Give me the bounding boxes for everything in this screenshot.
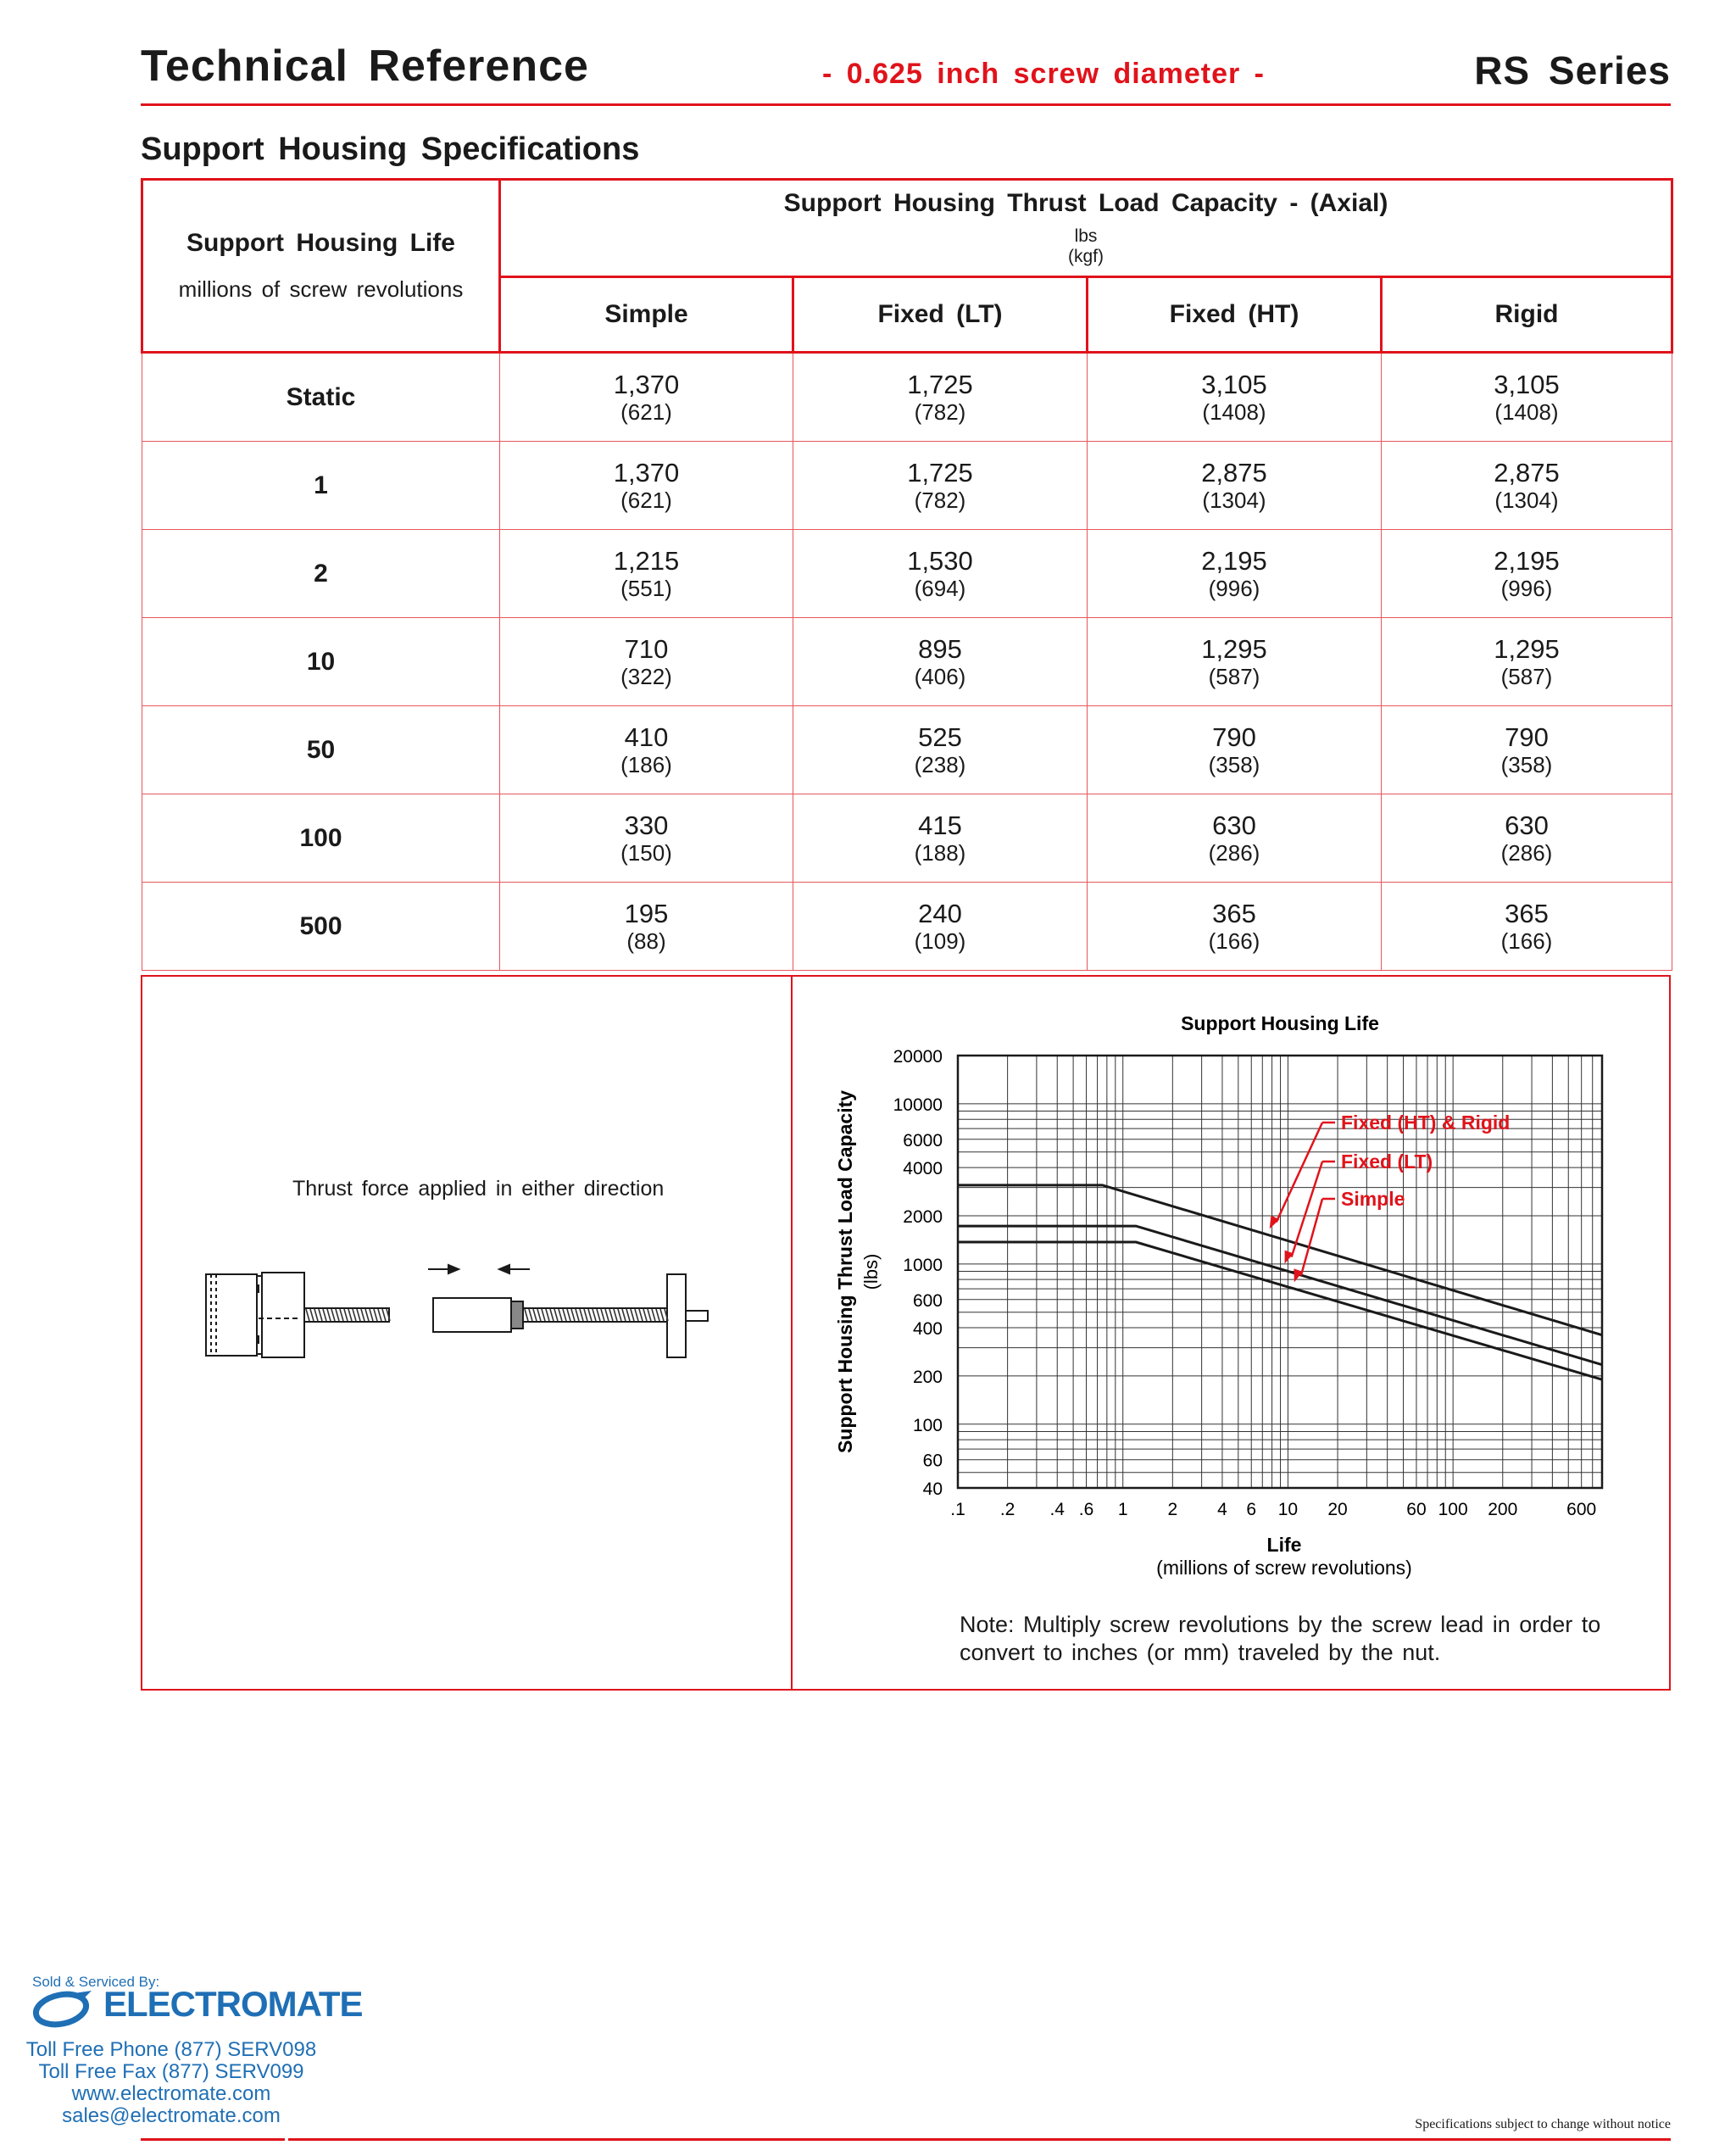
thread-mark — [542, 1309, 545, 1321]
series-label: Fixed (LT) — [1341, 1150, 1433, 1173]
table-cell — [1088, 530, 1382, 618]
row-label: 10 — [142, 618, 500, 706]
table-row — [142, 706, 1672, 794]
cell-lbs-value: 410 — [624, 722, 669, 752]
life-header-cell — [142, 180, 500, 353]
cell-lbs-value: 790 — [1505, 722, 1549, 752]
page-subtitle: - 0.625 inch screw diameter - — [822, 58, 1265, 90]
thread-mark — [546, 1309, 549, 1321]
table-cell — [1088, 442, 1382, 530]
cell-lbs-value: 1,295 — [1201, 633, 1267, 664]
cell-kgf-value: (1408) — [1202, 398, 1266, 425]
thread-mark — [643, 1309, 647, 1321]
thrust-arrowhead-right — [448, 1265, 459, 1273]
table-cell — [500, 794, 793, 883]
table-cell — [793, 530, 1088, 618]
thread-mark — [580, 1309, 583, 1321]
thread-mark — [370, 1309, 373, 1321]
table-cell — [1088, 353, 1382, 442]
table-cell — [500, 883, 793, 971]
table-row — [142, 794, 1672, 883]
x-tick-label: .4 — [1049, 1500, 1065, 1519]
y-tick-label: 60 — [922, 1451, 943, 1471]
x-tick-label: 200 — [1488, 1500, 1518, 1519]
thread-mark — [593, 1309, 596, 1321]
x-tick-label: 60 — [1406, 1500, 1427, 1519]
cell-kgf-value: (782) — [914, 398, 966, 425]
nut-body — [433, 1298, 511, 1332]
header-rule — [141, 103, 1671, 106]
cell-kgf-value: (587) — [1500, 663, 1553, 689]
x-tick-label: 2 — [1167, 1500, 1178, 1519]
capacity-header-cell — [500, 180, 1672, 277]
cell-lbs-value: 2,195 — [1494, 545, 1560, 576]
y-tick-label: 40 — [922, 1479, 943, 1499]
thrust-arrowhead-left — [499, 1265, 509, 1273]
series-label: Fixed (HT) & Rigid — [1341, 1112, 1511, 1134]
electromate-logo-icon — [31, 1987, 98, 2030]
section-title: Support Housing Specifications — [141, 131, 640, 167]
table-cell — [500, 706, 793, 794]
table-cell — [1382, 530, 1672, 618]
thread-mark — [567, 1309, 570, 1321]
x-axis-label: Life — [1266, 1534, 1302, 1556]
y-tick-label: 600 — [912, 1290, 943, 1311]
y-tick-label: 400 — [912, 1319, 943, 1340]
annotation-leader — [1292, 1162, 1322, 1257]
thread-mark — [533, 1309, 537, 1321]
row-label: 1 — [142, 442, 500, 530]
cell-lbs-value: 365 — [1505, 898, 1549, 928]
unit-kgf: (kgf) — [1068, 247, 1104, 266]
thread-mark — [571, 1309, 575, 1321]
y-tick-label: 1000 — [903, 1255, 943, 1275]
y-tick-label: 2000 — [903, 1206, 943, 1227]
thread-mark — [563, 1309, 566, 1321]
thread-mark — [618, 1309, 621, 1321]
thread-mark — [361, 1309, 364, 1321]
cell-kgf-value: (782) — [914, 487, 966, 513]
x-tick-label: 100 — [1438, 1500, 1468, 1519]
thread-mark — [597, 1309, 600, 1321]
cell-lbs-value: 2,875 — [1494, 457, 1560, 488]
footer-email[interactable]: sales@electromate.com — [62, 2104, 281, 2127]
thread-mark — [601, 1309, 604, 1321]
row-label: 100 — [142, 794, 500, 883]
cell-kgf-value: (1408) — [1494, 398, 1559, 425]
thread-mark — [525, 1309, 528, 1321]
cell-kgf-value: (1304) — [1494, 487, 1559, 513]
table-row — [142, 618, 1672, 706]
cell-lbs-value: 195 — [624, 898, 669, 928]
cell-kgf-value: (621) — [620, 487, 672, 513]
cell-kgf-value: (238) — [914, 751, 966, 777]
table-cell — [793, 706, 1088, 794]
x-tick-label: 600 — [1566, 1500, 1597, 1519]
cell-lbs-value: 330 — [624, 810, 669, 840]
table-cell — [793, 794, 1088, 883]
thread-mark — [656, 1309, 659, 1321]
nut-seal — [511, 1301, 523, 1329]
row-label: Static — [142, 353, 500, 442]
thread-mark — [365, 1309, 369, 1321]
series-line-fixed-lt — [958, 1226, 1602, 1365]
x-tick-label: 6 — [1246, 1500, 1257, 1519]
cell-lbs-value: 3,105 — [1494, 369, 1560, 399]
cell-kgf-value: (166) — [1500, 928, 1553, 954]
thread-mark — [588, 1309, 592, 1321]
capacity-header: Support Housing Thrust Load Capacity - (Axial) — [783, 189, 1388, 217]
table-cell — [500, 442, 793, 530]
col-head-fixed-ht: Fixed (HT) — [1088, 277, 1382, 353]
table-cell — [500, 353, 793, 442]
cell-kgf-value: (621) — [620, 398, 672, 425]
thread-mark — [626, 1309, 630, 1321]
y-tick-label: 100 — [912, 1415, 943, 1435]
cell-kgf-value: (358) — [1208, 751, 1260, 777]
cell-kgf-value: (109) — [914, 928, 966, 954]
x-tick-label: 1 — [1117, 1500, 1128, 1519]
table-row — [142, 353, 1672, 442]
x-axis-sublabel: (millions of screw revolutions) — [1156, 1557, 1412, 1579]
table-cell — [1088, 794, 1382, 883]
thread-mark — [319, 1309, 322, 1321]
cell-lbs-value: 1,215 — [613, 545, 680, 576]
thread-mark — [529, 1309, 532, 1321]
table-cell — [793, 883, 1088, 971]
y-axis-label: Support Housing Thrust Load Capacity — [834, 1089, 856, 1454]
cell-lbs-value: 630 — [1505, 810, 1549, 840]
thread-mark — [378, 1309, 381, 1321]
thread-mark — [622, 1309, 626, 1321]
cell-kgf-value: (186) — [620, 751, 672, 777]
thread-mark — [635, 1309, 638, 1321]
cell-lbs-value: 1,530 — [907, 545, 973, 576]
support-housing — [262, 1273, 304, 1357]
life-subheader: millions of screw revolutions — [178, 276, 464, 302]
table-cell — [1088, 618, 1382, 706]
cell-lbs-value: 525 — [918, 722, 962, 752]
sold-by-label: Sold & Serviced By: — [32, 1974, 160, 1990]
row-label: 2 — [142, 530, 500, 618]
diagram-caption: Thrust force applied in either direction — [292, 1177, 665, 1201]
cell-kgf-value: (166) — [1208, 928, 1260, 954]
table-body — [142, 353, 1672, 971]
col-head-fixed-lt: Fixed (LT) — [793, 277, 1088, 353]
thread-mark — [605, 1309, 609, 1321]
table-header-row — [142, 180, 1672, 277]
table-cell — [1382, 794, 1672, 883]
cell-lbs-value: 1,295 — [1494, 633, 1560, 664]
cell-lbs-value: 1,725 — [907, 369, 973, 399]
unit-lbs: lbs — [1074, 226, 1098, 246]
cell-kgf-value: (406) — [914, 663, 966, 689]
cell-kgf-value: (694) — [914, 575, 966, 601]
cell-lbs-value: 2,195 — [1201, 545, 1267, 576]
cell-lbs-value: 895 — [918, 633, 962, 664]
table-cell — [793, 618, 1088, 706]
y-tick-label: 10000 — [893, 1095, 943, 1115]
cell-kgf-value: (551) — [620, 575, 672, 601]
table-cell — [793, 353, 1088, 442]
shaft-end — [686, 1311, 708, 1321]
spec-table — [141, 178, 1673, 971]
thread-mark — [648, 1309, 651, 1321]
thread-mark — [327, 1309, 331, 1321]
cell-kgf-value: (322) — [620, 663, 672, 689]
thread-mark — [314, 1309, 318, 1321]
cell-lbs-value: 710 — [624, 633, 669, 664]
thread-mark — [306, 1309, 309, 1321]
table-cell — [500, 530, 793, 618]
thread-mark — [323, 1309, 326, 1321]
y-tick-label: 6000 — [903, 1130, 943, 1150]
thread-mark — [584, 1309, 587, 1321]
cell-kgf-value: (996) — [1208, 575, 1260, 601]
cell-lbs-value: 3,105 — [1201, 369, 1267, 399]
table-cell — [1088, 883, 1382, 971]
table-cell — [1382, 883, 1672, 971]
row-label: 50 — [142, 706, 500, 794]
screw-assembly-diagram — [199, 1242, 725, 1378]
thread-mark — [576, 1309, 579, 1321]
spec-notice: Specifications subject to change without notice — [1415, 2117, 1671, 2131]
annotation-leader — [1277, 1123, 1322, 1222]
table-row — [142, 530, 1672, 618]
series-label: RS Series — [1474, 48, 1671, 92]
thread-mark — [631, 1309, 634, 1321]
thread-mark — [614, 1309, 617, 1321]
x-tick-label: 10 — [1277, 1500, 1299, 1519]
cell-kgf-value: (996) — [1500, 575, 1553, 601]
table-cell — [1382, 442, 1672, 530]
thread-marks — [306, 1309, 668, 1321]
y-tick-label: 4000 — [903, 1159, 943, 1179]
y-tick-label: 20000 — [893, 1047, 943, 1067]
life-chart — [814, 1000, 1670, 1594]
table-cell — [1382, 353, 1672, 442]
bottom-divider — [791, 975, 793, 1691]
thread-mark — [340, 1309, 343, 1321]
thread-mark — [357, 1309, 360, 1321]
cell-lbs-value: 1,725 — [907, 457, 973, 488]
cell-kgf-value: (1304) — [1202, 487, 1266, 513]
table-cell — [1088, 706, 1382, 794]
x-tick-label: 4 — [1217, 1500, 1227, 1519]
cell-kgf-value: (150) — [620, 839, 672, 866]
table-cell — [1382, 706, 1672, 794]
table-cell — [1382, 618, 1672, 706]
y-tick-label: 200 — [912, 1367, 943, 1387]
thread-mark — [660, 1309, 664, 1321]
cell-lbs-value: 790 — [1212, 722, 1256, 752]
thread-mark — [336, 1309, 339, 1321]
thread-mark — [609, 1309, 613, 1321]
thread-mark — [559, 1309, 562, 1321]
cell-kgf-value: (88) — [626, 928, 666, 954]
footer-fax[interactable]: Toll Free Fax (877) SERV099 — [38, 2060, 304, 2083]
col-head-simple: Simple — [500, 277, 793, 353]
cell-lbs-value: 2,875 — [1201, 457, 1267, 488]
col-head-rigid: Rigid — [1382, 277, 1672, 353]
series-label: Simple — [1341, 1188, 1405, 1210]
thread-mark — [537, 1309, 541, 1321]
x-tick-label: .2 — [999, 1500, 1015, 1519]
table-row — [142, 883, 1672, 971]
cell-lbs-value: 365 — [1212, 898, 1256, 928]
cell-kgf-value: (286) — [1208, 839, 1260, 866]
series-line-simple — [958, 1242, 1602, 1379]
x-tick-label: .1 — [950, 1500, 965, 1519]
end-bearing — [667, 1274, 686, 1357]
footer-rule — [288, 2138, 1671, 2141]
thread-mark — [310, 1309, 314, 1321]
cell-lbs-value: 240 — [918, 898, 962, 928]
thread-mark — [344, 1309, 348, 1321]
cell-lbs-value: 630 — [1212, 810, 1256, 840]
x-tick-label: 20 — [1327, 1500, 1348, 1519]
footer-website[interactable]: www.electromate.com — [71, 2082, 271, 2105]
life-header: Support Housing Life — [186, 229, 455, 257]
cell-kgf-value: (587) — [1208, 663, 1260, 689]
thread-mark — [639, 1309, 643, 1321]
cell-lbs-value: 1,370 — [613, 369, 680, 399]
thread-mark — [374, 1309, 377, 1321]
page-title: Technical Reference — [141, 42, 589, 91]
cell-kgf-value: (358) — [1500, 751, 1553, 777]
thread-mark — [382, 1309, 386, 1321]
thread-mark — [554, 1309, 558, 1321]
footer-rule-left — [141, 2138, 285, 2141]
thread-mark — [353, 1309, 356, 1321]
company-name: ELECTROMATE — [103, 1984, 363, 2024]
thread-mark — [348, 1309, 352, 1321]
cell-kgf-value: (286) — [1500, 839, 1553, 866]
thread-mark — [652, 1309, 655, 1321]
chart-title: Support Housing Life — [1181, 1012, 1379, 1034]
cell-kgf-value: (188) — [914, 839, 966, 866]
thread-mark — [550, 1309, 554, 1321]
table-cell — [793, 442, 1088, 530]
thread-mark — [331, 1309, 335, 1321]
cell-lbs-value: 1,370 — [613, 457, 680, 488]
row-label: 500 — [142, 883, 500, 971]
table-cell — [500, 618, 793, 706]
footer-phone[interactable]: Toll Free Phone (877) SERV098 — [25, 2038, 317, 2061]
y-axis-unit: (lbs) — [860, 1253, 882, 1290]
chart-note: Note: Multiply screw revolutions by the screw lead in order to convert to inches (or mm) traveled by the nut. — [960, 1612, 1601, 1665]
table-row — [142, 442, 1672, 530]
motor-body — [206, 1274, 257, 1356]
x-tick-label: .6 — [1078, 1500, 1094, 1519]
cell-lbs-value: 415 — [918, 810, 962, 840]
